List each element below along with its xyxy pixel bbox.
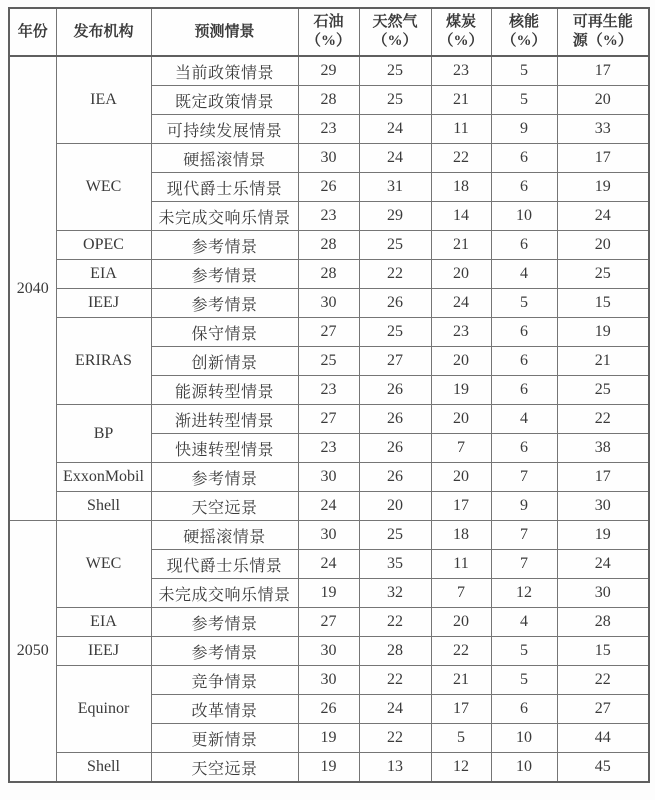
scenario-cell: 未完成交响乐情景 (151, 202, 298, 231)
nuclear-value-cell: 6 (491, 318, 557, 347)
renewable-value-cell: 22 (557, 405, 649, 434)
scenario-cell: 参考情景 (151, 637, 298, 666)
coal-value-cell: 5 (431, 724, 491, 753)
coal-value-cell: 20 (431, 608, 491, 637)
oil-value-cell: 23 (298, 376, 359, 405)
scenario-cell: 参考情景 (151, 260, 298, 289)
scenario-cell: 硬摇滚情景 (151, 521, 298, 550)
oil-value-cell: 26 (298, 173, 359, 202)
gas-value-cell: 29 (359, 202, 431, 231)
renewable-value-cell: 24 (557, 202, 649, 231)
scenario-cell: 可持续发展情景 (151, 115, 298, 144)
renewable-value-cell: 30 (557, 579, 649, 608)
renewable-value-cell: 27 (557, 695, 649, 724)
coal-value-cell: 12 (431, 753, 491, 783)
renewable-value-cell: 15 (557, 637, 649, 666)
oil-value-cell: 30 (298, 144, 359, 173)
renewable-value-cell: 21 (557, 347, 649, 376)
renewable-value-cell: 20 (557, 86, 649, 115)
nuclear-value-cell: 10 (491, 724, 557, 753)
header-natural-gas: 天然气（%） (359, 8, 431, 56)
scenario-cell: 参考情景 (151, 289, 298, 318)
gas-value-cell: 26 (359, 405, 431, 434)
renewable-value-cell: 25 (557, 260, 649, 289)
header-scenario: 预测情景 (151, 8, 298, 56)
organization-cell: Shell (56, 753, 151, 783)
coal-value-cell: 7 (431, 434, 491, 463)
renewable-value-cell: 20 (557, 231, 649, 260)
nuclear-value-cell: 5 (491, 666, 557, 695)
organization-cell: IEA (56, 56, 151, 144)
gas-value-cell: 26 (359, 434, 431, 463)
year-cell: 2050 (9, 521, 56, 783)
nuclear-value-cell: 7 (491, 521, 557, 550)
renewable-value-cell: 22 (557, 666, 649, 695)
organization-cell: BP (56, 405, 151, 463)
gas-value-cell: 25 (359, 231, 431, 260)
scenario-cell: 创新情景 (151, 347, 298, 376)
scenario-cell: 竞争情景 (151, 666, 298, 695)
gas-value-cell: 27 (359, 347, 431, 376)
organization-cell: EIA (56, 608, 151, 637)
scenario-cell: 当前政策情景 (151, 56, 298, 86)
header-oil: 石油（%） (298, 8, 359, 56)
nuclear-value-cell: 12 (491, 579, 557, 608)
table-row (9, 521, 649, 550)
gas-value-cell: 28 (359, 637, 431, 666)
oil-value-cell: 29 (298, 56, 359, 86)
gas-value-cell: 35 (359, 550, 431, 579)
oil-value-cell: 19 (298, 753, 359, 783)
nuclear-value-cell: 9 (491, 115, 557, 144)
table-body (9, 56, 649, 782)
gas-value-cell: 26 (359, 463, 431, 492)
gas-value-cell: 26 (359, 289, 431, 318)
header-organization: 发布机构 (56, 8, 151, 56)
scenario-cell: 未完成交响乐情景 (151, 579, 298, 608)
scenario-cell: 既定政策情景 (151, 86, 298, 115)
nuclear-value-cell: 10 (491, 202, 557, 231)
nuclear-value-cell: 5 (491, 86, 557, 115)
gas-value-cell: 32 (359, 579, 431, 608)
coal-value-cell: 19 (431, 376, 491, 405)
scenario-cell: 快速转型情景 (151, 434, 298, 463)
renewable-value-cell: 17 (557, 56, 649, 86)
coal-value-cell: 7 (431, 579, 491, 608)
coal-value-cell: 24 (431, 289, 491, 318)
oil-value-cell: 23 (298, 115, 359, 144)
renewable-value-cell: 33 (557, 115, 649, 144)
header-renewable-label: 可再生能源（%） (572, 14, 633, 49)
table-row (9, 56, 649, 86)
renewable-value-cell: 15 (557, 289, 649, 318)
organization-cell: EIA (56, 260, 151, 289)
oil-value-cell: 24 (298, 492, 359, 521)
header-row (9, 8, 649, 56)
nuclear-value-cell: 6 (491, 173, 557, 202)
gas-value-cell: 24 (359, 695, 431, 724)
energy-forecast-table (8, 7, 650, 783)
coal-value-cell: 17 (431, 492, 491, 521)
renewable-value-cell: 38 (557, 434, 649, 463)
table-header (9, 8, 649, 56)
table-row (9, 753, 649, 783)
coal-value-cell: 21 (431, 86, 491, 115)
organization-cell: IEEJ (56, 289, 151, 318)
oil-value-cell: 28 (298, 231, 359, 260)
nuclear-value-cell: 5 (491, 56, 557, 86)
scenario-cell: 现代爵士乐情景 (151, 550, 298, 579)
oil-value-cell: 27 (298, 405, 359, 434)
scenario-cell: 参考情景 (151, 231, 298, 260)
oil-value-cell: 26 (298, 695, 359, 724)
renewable-value-cell: 19 (557, 521, 649, 550)
coal-value-cell: 14 (431, 202, 491, 231)
oil-value-cell: 27 (298, 608, 359, 637)
renewable-value-cell: 44 (557, 724, 649, 753)
oil-value-cell: 27 (298, 318, 359, 347)
header-coal: 煤炭（%） (431, 8, 491, 56)
coal-value-cell: 18 (431, 521, 491, 550)
scenario-cell: 天空远景 (151, 492, 298, 521)
table-row (9, 492, 649, 521)
coal-value-cell: 20 (431, 347, 491, 376)
oil-value-cell: 30 (298, 289, 359, 318)
table-row (9, 318, 649, 347)
gas-value-cell: 24 (359, 115, 431, 144)
header-renewable (557, 8, 649, 56)
gas-value-cell: 25 (359, 521, 431, 550)
table-row (9, 463, 649, 492)
gas-value-cell: 26 (359, 376, 431, 405)
header-nuclear: 核能（%） (491, 8, 557, 56)
nuclear-value-cell: 6 (491, 695, 557, 724)
renewable-value-cell: 45 (557, 753, 649, 783)
nuclear-value-cell: 6 (491, 347, 557, 376)
nuclear-value-cell: 4 (491, 608, 557, 637)
table-row (9, 231, 649, 260)
coal-value-cell: 21 (431, 231, 491, 260)
coal-value-cell: 23 (431, 56, 491, 86)
nuclear-value-cell: 9 (491, 492, 557, 521)
table-row (9, 405, 649, 434)
coal-value-cell: 18 (431, 173, 491, 202)
renewable-value-cell: 19 (557, 318, 649, 347)
scenario-cell: 现代爵士乐情景 (151, 173, 298, 202)
oil-value-cell: 30 (298, 666, 359, 695)
nuclear-value-cell: 7 (491, 463, 557, 492)
gas-value-cell: 22 (359, 666, 431, 695)
table-row (9, 260, 649, 289)
organization-cell: WEC (56, 521, 151, 608)
organization-cell: Shell (56, 492, 151, 521)
scenario-cell: 渐进转型情景 (151, 405, 298, 434)
organization-cell: IEEJ (56, 637, 151, 666)
scenario-cell: 参考情景 (151, 608, 298, 637)
organization-cell: Equinor (56, 666, 151, 753)
nuclear-value-cell: 4 (491, 405, 557, 434)
organization-cell: WEC (56, 144, 151, 231)
scenario-cell: 更新情景 (151, 724, 298, 753)
renewable-value-cell: 17 (557, 144, 649, 173)
scenario-cell: 参考情景 (151, 463, 298, 492)
gas-value-cell: 22 (359, 724, 431, 753)
year-cell: 2040 (9, 56, 56, 521)
gas-value-cell: 13 (359, 753, 431, 783)
organization-cell: OPEC (56, 231, 151, 260)
scenario-cell: 天空远景 (151, 753, 298, 783)
coal-value-cell: 20 (431, 260, 491, 289)
table-row (9, 608, 649, 637)
gas-value-cell: 25 (359, 318, 431, 347)
table-row (9, 637, 649, 666)
nuclear-value-cell: 5 (491, 289, 557, 318)
renewable-value-cell: 17 (557, 463, 649, 492)
oil-value-cell: 28 (298, 260, 359, 289)
gas-value-cell: 31 (359, 173, 431, 202)
renewable-value-cell: 30 (557, 492, 649, 521)
nuclear-value-cell: 5 (491, 637, 557, 666)
coal-value-cell: 21 (431, 666, 491, 695)
coal-value-cell: 22 (431, 637, 491, 666)
renewable-value-cell: 25 (557, 376, 649, 405)
coal-value-cell: 20 (431, 463, 491, 492)
gas-value-cell: 22 (359, 608, 431, 637)
header-year: 年份 (9, 8, 56, 56)
nuclear-value-cell: 6 (491, 434, 557, 463)
oil-value-cell: 25 (298, 347, 359, 376)
scenario-cell: 改革情景 (151, 695, 298, 724)
table-row (9, 144, 649, 173)
oil-value-cell: 23 (298, 434, 359, 463)
organization-cell: ExxonMobil (56, 463, 151, 492)
coal-value-cell: 23 (431, 318, 491, 347)
gas-value-cell: 25 (359, 56, 431, 86)
gas-value-cell: 22 (359, 260, 431, 289)
renewable-value-cell: 24 (557, 550, 649, 579)
oil-value-cell: 30 (298, 637, 359, 666)
table-row (9, 666, 649, 695)
gas-value-cell: 20 (359, 492, 431, 521)
organization-cell: ERIRAS (56, 318, 151, 405)
oil-value-cell: 19 (298, 579, 359, 608)
renewable-value-cell: 19 (557, 173, 649, 202)
oil-value-cell: 23 (298, 202, 359, 231)
scenario-cell: 能源转型情景 (151, 376, 298, 405)
nuclear-value-cell: 7 (491, 550, 557, 579)
renewable-value-cell: 28 (557, 608, 649, 637)
oil-value-cell: 24 (298, 550, 359, 579)
scenario-cell: 硬摇滚情景 (151, 144, 298, 173)
gas-value-cell: 24 (359, 144, 431, 173)
nuclear-value-cell: 6 (491, 231, 557, 260)
oil-value-cell: 19 (298, 724, 359, 753)
table-row (9, 289, 649, 318)
nuclear-value-cell: 4 (491, 260, 557, 289)
coal-value-cell: 17 (431, 695, 491, 724)
oil-value-cell: 30 (298, 463, 359, 492)
nuclear-value-cell: 6 (491, 376, 557, 405)
coal-value-cell: 22 (431, 144, 491, 173)
gas-value-cell: 25 (359, 86, 431, 115)
scenario-cell: 保守情景 (151, 318, 298, 347)
oil-value-cell: 30 (298, 521, 359, 550)
coal-value-cell: 20 (431, 405, 491, 434)
nuclear-value-cell: 6 (491, 144, 557, 173)
oil-value-cell: 28 (298, 86, 359, 115)
coal-value-cell: 11 (431, 550, 491, 579)
coal-value-cell: 11 (431, 115, 491, 144)
nuclear-value-cell: 10 (491, 753, 557, 783)
